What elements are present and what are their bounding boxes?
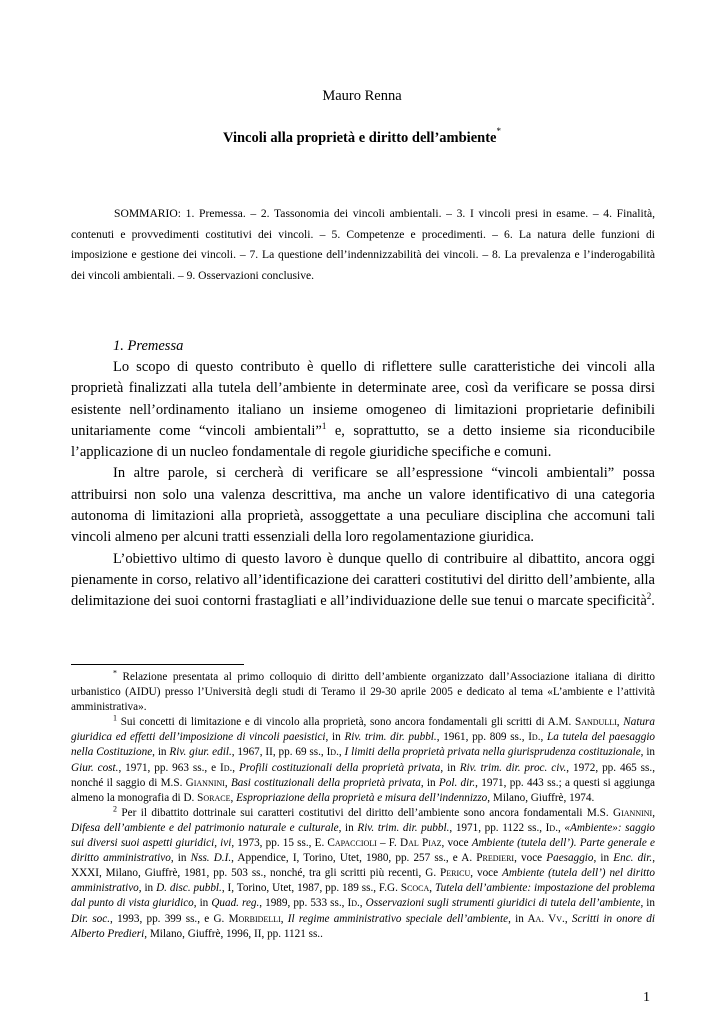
footnote-ref-2: 2: [646, 591, 652, 602]
section-heading: 1. Premessa: [113, 338, 184, 354]
footnote-marker: 2: [113, 804, 117, 814]
footnote-star: [71, 670, 655, 715]
summary-block: [71, 204, 655, 286]
paragraph-text: Lo scopo di questo contributo è quello di riflettere sulle caratteristiche dei vincoli alla proprietà finalizzati alla tutela dell’ambiente in determinate aree, così da verificare se possa dirsi esistente nell’ordinamento italiano un insieme omogeneo di limitazioni proprietarie definibili unitariamente come “vincoli ambientali”: [71, 359, 655, 439]
paragraph-text: L’obiettivo ultimo di questo lavoro è dunque quello di contribuire al dibattito, ancora oggi pienamente in corso, relativo all’identificazione dei caratteri costitutivi del diritto dell’ambiente, alla delimitazione dei suoi contorni frastagliati e all’individuazione delle sue tenui o marcate specificità: [71, 550, 655, 610]
footnote-ref-1: 1: [321, 421, 327, 432]
footnote-2: $^2$ Per il dibattito dottrinale sui caratteri costitutivi del diritto dell’ambiente sono ancora fondamentali M.S. Giannini, Difesa dell’ambiente e del patrimonio naturale e culturale, in Riv. trim. dir. pubbl., 1971, pp. 1122 ss., Id., «Ambiente»: saggio sui diversi suoi aspetti giuridici, ivi, 1973, pp. 15 ss., E. Capaccioli – F. Dal Piaz, voce Ambiente (tutela dell’). Parte generale e diritto amministrativo, in Nss. D.I., Appendice, I, Torino, Utet, 1980, pp. 257 ss., e A. Predieri, voce Paesaggio, in Enc. dir., XXXI, Milano, Giuffrè, 1981, pp. 503 ss., nonché, tra gli scritti più recenti, G. Pericu, voce Ambiente (tutela dell’) nel diritto amministrativo, in D. disc. pubbl., I, Torino, Utet, 1987, pp. 189 ss., F.G. Scoca, Tutela dell’ambiente: impostazione del problema dal punto di vista giuridico, in Quad. reg., 1989, pp. 533 ss., Id., Osservazioni sugli strumenti giuridici di tutela dell’ambiente, in Dir. soc., 1993, pp. 399 ss., e G. Morbidelli, Il regime amministrativo speciale dell’ambiente, in Aa. Vv., Scritti in onore di Alberto Predieri, Milano, Giuffrè, 1996, II, pp. 1121 ss..: [71, 804, 656, 940]
footnote-marker: *: [113, 668, 117, 678]
paper-title: [0, 128, 724, 147]
paragraph-text: In altre parole, si cercherà di verificare se all’espressione “vincoli ambientali” possa attribuirsi non solo una valenza descrittiva, ma anche un valore identificativo di una categoria autonoma di limitazioni alla proprietà, assoggettate a una peculiare disciplina che accomuni tali vincoli almeno per alcuni tratti essenziali della loro regolamentazione giuridica.: [71, 465, 655, 546]
footnotes: [71, 670, 655, 942]
paragraph-3: [71, 549, 655, 613]
footnote-text: Relazione presentata al primo colloquio di diritto dell’ambiente organizzato dall’Associazione italiana di diritto urbanistico (AIDU) presso l’Università degli studi di Teramo il 29-30 aprile 2005 e dedicato al tema «L’ambiente e l’attività amministrativa».: [71, 671, 655, 714]
page-number: 1: [643, 990, 650, 1005]
title-text: Vincoli alla proprietà e diritto dell’ambiente: [223, 129, 497, 146]
title-footnote-marker: *: [496, 126, 501, 136]
paragraph-1: [71, 357, 655, 463]
summary-text: SOMMARIO: 1. Premessa. – 2. Tassonomia dei vincoli ambientali. – 3. I vincoli presi in esame. – 4. Finalità, contenuti e provvedimenti costitutivi dei vincoli. – 5. Competenze e procedimenti. – 6. La natura delle funzioni di imposizione e gestione dei vincoli. – 7. La questione dell’indennizzabilità dei vincoli. – 8. La prevalenza e l’inderogabilità dei vincoli ambientali. – 9. Osservazioni conclusive.: [71, 207, 655, 282]
body-text: [71, 357, 655, 613]
footnote-1: $^1$ Sui concetti di limitazione e di vincolo alla proprietà, sono ancora fondamentali gli scritti di A.M. Sandulli, Natura giuridica ed effetti dell’imposizione di vincoli paesistici, in Riv. trim. dir. pubbl., 1961, pp. 809 ss., Id., La tutela del paesaggio nella Costituzione, in Riv. giur. edil., 1967, II, pp. 69 ss., Id., I limiti della proprietà privata nella giurisprudenza costituzionale, in Giur. cost., 1971, pp. 963 ss., e Id., Profili costituzionali della proprietà privata, in Riv. trim. dir. proc. civ., 1972, pp. 465 ss., nonché il saggio di M.S. Giannini, Basi costituzionali della proprietà privata, in Pol. dir., 1971, pp. 443 ss.; a questi si aggiunga almeno la monografia di D. Sorace, Espropriazione della proprietà e misura dell’indennizzo, Milano, Giuffrè, 1974.: [71, 713, 656, 804]
footnote-separator: [71, 664, 244, 665]
footnote-marker: 1: [113, 713, 117, 723]
author-name: Mauro Renna: [322, 88, 402, 104]
paragraph-text: e, soprattutto, se a detto insieme sia riconducibile l’applicazione di un nucleo fondamentale di regole giuridiche specifiche e comuni.: [71, 422, 655, 461]
paragraph-text: .: [651, 593, 655, 610]
paragraph-2: [71, 463, 655, 548]
